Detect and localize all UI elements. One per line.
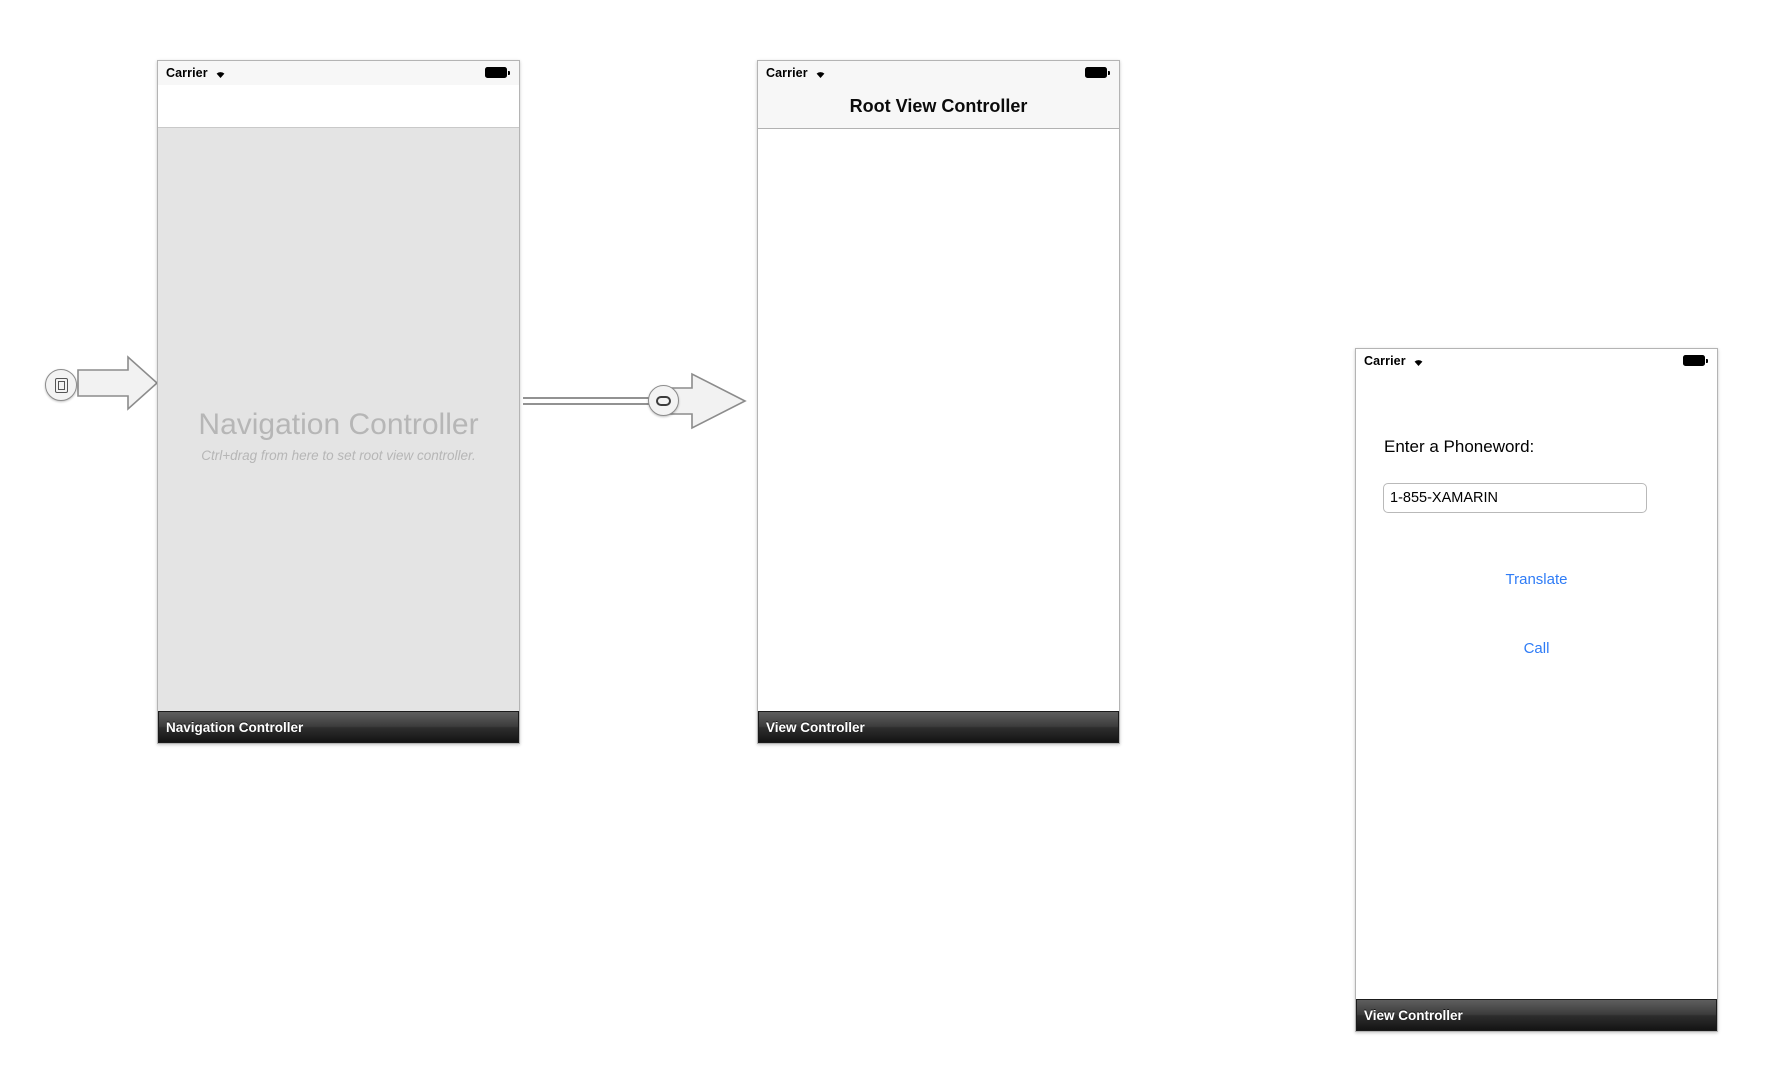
wifi-icon	[1411, 355, 1426, 367]
carrier-label: Carrier	[166, 66, 208, 80]
entry-point-arrow-shape	[78, 357, 157, 409]
battery-icon	[485, 67, 511, 79]
relationship-segue-shape	[523, 374, 745, 428]
translate-button[interactable]: Translate	[1505, 571, 1568, 588]
relationship-icon	[656, 396, 671, 406]
status-bar	[158, 61, 519, 85]
placeholder-subtitle: Ctrl+drag from here to set root view controller.	[201, 448, 476, 463]
device-frame-phoneword-view-controller	[1355, 348, 1718, 1032]
navigation-bar-title: Root View Controller	[849, 96, 1028, 116]
status-bar	[758, 61, 1119, 85]
phoneword-input[interactable]: 1-855-XAMARIN	[1383, 483, 1647, 513]
wifi-icon	[213, 67, 228, 79]
scene-label-navigation-controller[interactable]: Navigation Controller	[158, 711, 519, 743]
call-button[interactable]: Call	[1523, 640, 1550, 657]
phoneword-prompt-label: Enter a Phoneword:	[1384, 437, 1535, 456]
placeholder-title: Navigation Controller	[198, 408, 479, 441]
scene-label-phoneword-view-controller[interactable]: View Controller	[1356, 999, 1717, 1031]
phoneword-content-area[interactable]	[1356, 373, 1717, 999]
root-view-content-area[interactable]	[758, 130, 1119, 711]
scene-label-root-view-controller[interactable]: View Controller	[758, 711, 1119, 743]
carrier-label: Carrier	[766, 66, 808, 80]
scene-phoneword-view-controller[interactable]	[1355, 348, 1718, 1032]
wifi-icon	[813, 67, 828, 79]
scene-root-view-controller[interactable]	[757, 60, 1120, 744]
battery-icon	[1683, 355, 1709, 367]
scene-navigation-controller[interactable]	[157, 60, 520, 744]
entry-point-icon	[55, 378, 68, 393]
device-frame-root-view-controller	[757, 60, 1120, 744]
entry-point-badge[interactable]	[45, 369, 77, 401]
status-bar	[1356, 349, 1717, 373]
battery-icon	[1085, 67, 1111, 79]
relationship-segue-badge[interactable]	[648, 385, 679, 416]
carrier-label: Carrier	[1364, 354, 1406, 368]
device-frame-navigation-controller	[157, 60, 520, 744]
navigation-controller-placeholder	[158, 127, 519, 743]
navigation-bar[interactable]	[758, 85, 1119, 129]
